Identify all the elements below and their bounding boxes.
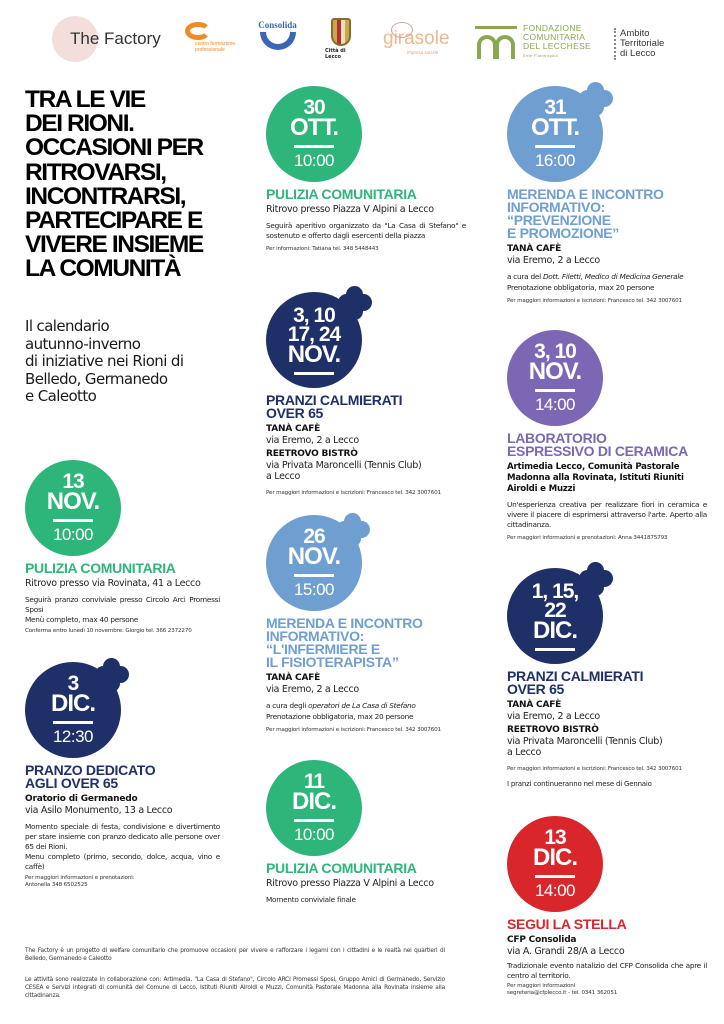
event-contact-info: Per maggiori informazioni e iscrizioni: Francesco tel. 342 3007601 [507, 297, 682, 304]
event-venue: REETROVO BISTRÒ [507, 724, 599, 735]
event-contact-info: Per maggiori informazioni e prenotazioni: Anna 3441875793 [507, 535, 668, 541]
girasole-loop-icon [391, 22, 413, 38]
event-contact-info: Per informazioni: Tatiana tel. 348 5448443 [266, 245, 379, 252]
subtitle-line: di iniziative nei Rioni di [25, 352, 184, 370]
badge-divider [53, 519, 93, 522]
lecco-logo-text: Città di Lecco [325, 48, 346, 60]
event-11-dic [266, 760, 466, 905]
flower-icon [95, 658, 129, 692]
badge-divider [53, 721, 93, 724]
event-contact-info: Per maggiori informazioni e iscrizioni: Francesco tel. 342 3007601 [507, 765, 682, 772]
event-title-line: PRANZI CALMIERATI [507, 668, 644, 684]
title-line: INCONTRARSI, [25, 182, 186, 210]
event-curator: Dott. Filetti, Medico di Medicina Generale [542, 271, 684, 281]
ambito-line: di Lecco [620, 48, 656, 59]
event-address: Ritrovo presso via Rovinata, 41 a Lecco [25, 578, 201, 589]
event-title-line: INFORMATIVO: [266, 628, 365, 644]
subtitle-line: e Caleotto [25, 387, 97, 405]
footer-partners: Le attività sono realizzate in collaborazione con: Artimedia, "La Casa di Stefano", Circolo ARCI Promessi Sposi, Gruppo Amici di Germanedo, Servizio CESEA e Servizi integrati di comunità del Comune di Lecco, Istituti Riuniti Airoldi e Muzzi, Comunità Pastorale Madonna alla Rovinata insieme alla cittadinanza. [25, 977, 445, 999]
event-title [507, 670, 712, 696]
fondazione-line: DEL LECCHESE [523, 41, 592, 51]
event-address: via A. Grandi 28/A a Lecco [507, 946, 625, 957]
ambito-logo [614, 24, 684, 64]
event-contact-email: segreteria@cfplecco.it - tel. 0341 362051 [507, 989, 618, 996]
event-address: via Asilo Monumento, 13 a Lecco [25, 805, 173, 816]
event-title-line: “L'INFERMIERE E [266, 641, 380, 657]
event-venue: Oratorio di Germanedo [25, 794, 138, 804]
event-contact-info: Per maggiori informazioni e iscrizioni: Francesco tel. 342 3007601 [266, 726, 441, 733]
event-title-line: PULIZIA COMUNITARIA [25, 560, 176, 576]
badge-time: 15:00 [293, 580, 335, 599]
cfp-mark-icon [185, 22, 211, 40]
event-title-line: MERENDA E INCONTRO [266, 615, 423, 631]
badge-divider [535, 145, 575, 148]
event-curator-prefix: a cura degli [266, 700, 309, 710]
event-description: Seguirà aperitivo organizzato da "La Casa di Stefano" e sostenuto e offerto dagli esercenti della piazza [266, 220, 466, 240]
girasole-logo [383, 20, 453, 62]
event-title-line: PRANZO DEDICATO [25, 762, 156, 778]
badge-month: OTT. [290, 114, 338, 141]
event-address: via Eremo, 2 a Lecco [507, 711, 600, 722]
consolida-arc-icon [260, 32, 296, 50]
event-address: via Eremo, 2 a Lecco [507, 255, 600, 266]
event-address: via Privata Maroncelli (Tennis Club) [507, 735, 663, 747]
date-badge [507, 86, 603, 182]
event-pranzi-nov [266, 292, 476, 497]
badge-time: 14:00 [534, 395, 576, 414]
event-3-dic [25, 662, 220, 889]
event-note: I pranzi continueranno nel mese di Gennaio [507, 779, 652, 788]
badge-day: 3, 10 [534, 340, 576, 363]
badge-month: NOV. [528, 358, 582, 385]
badge-time: 16:00 [534, 151, 576, 170]
event-venue: TANÀ CAFÈ [507, 700, 562, 710]
badge-day: 3 [67, 672, 79, 695]
page-title [25, 88, 240, 282]
badge-divider [294, 574, 334, 577]
event-venue: TANÀ CAFÈ [507, 244, 562, 254]
event-title [266, 617, 476, 669]
event-address: via Eremo, 2 a Lecco [266, 684, 359, 695]
date-badge [266, 515, 362, 611]
event-30-ott [266, 86, 466, 253]
badge-time: 10:00 [52, 525, 94, 544]
event-title-line: SEGUI LA STELLA [507, 916, 627, 932]
event-description: Momento speciale di festa, condivisione e divertimento per stare insieme con pranzo dedicato alle persone over 65 dei Rioni. [25, 821, 220, 851]
event-title-line: “PREVENZIONE [507, 212, 611, 228]
event-address: via Privata Maroncelli (Tennis Club) [266, 459, 422, 471]
fondazione-line: COMUNITARIA [523, 32, 586, 42]
title-line: RITROVARSI, [25, 158, 166, 186]
event-venue: Artimedia Lecco, Comunità Pastorale Madonna alla Rovinata, Istituti Riuniti Airoldi e Muzzi [507, 462, 684, 494]
event-address: via Eremo, 2 a Lecco [266, 435, 359, 446]
badge-day: 30 [303, 96, 325, 119]
event-title-line: E PROMOZIONE” [507, 225, 619, 241]
event-title [266, 394, 476, 420]
event-venue: TANÀ CAFÈ [266, 673, 321, 683]
subtitle-line: autunno-inverno [25, 334, 141, 353]
flower-icon [579, 82, 613, 116]
event-contact-phone: Antonella 348 6502525 [25, 881, 88, 888]
fondazione-logo [475, 22, 605, 62]
subtitle [25, 318, 250, 406]
badge-day: 3, 10 17, 24 [287, 303, 341, 346]
title-line: VIVERE INSIEME [25, 231, 203, 259]
date-badge [507, 330, 603, 426]
date-badge [25, 460, 121, 556]
cfp-logo [183, 20, 238, 60]
event-description: Seguirà pranzo conviviale presso Circolo Arci Promessi Sposi [25, 594, 220, 614]
event-13-nov [25, 460, 220, 635]
event-menu: Menu completo (primo, secondo, dolce, acqua, vino e caffè) [25, 851, 220, 871]
badge-divider [294, 819, 334, 822]
ambito-line: Ambito [620, 28, 650, 39]
event-contact-info: Conferma entro lunedì 10 novembre: Giorgio tel. 366 2372270 [25, 627, 192, 634]
factory-logo-text: The Factory [70, 29, 161, 48]
citta-di-lecco-logo [325, 18, 357, 62]
badge-divider [294, 145, 334, 148]
coat-of-arms-icon [331, 18, 351, 46]
event-26-nov [266, 515, 476, 734]
girasole-logo-sub: impresa sociale [407, 50, 439, 55]
date-badge [25, 662, 121, 758]
event-venue: CFP Consolida [507, 935, 577, 945]
event-title [266, 862, 466, 875]
event-13-dic [507, 816, 707, 997]
event-venue: TANÀ CAFÈ [266, 424, 321, 434]
event-title-line: OVER 65 [507, 681, 565, 697]
badge-month: NOV. [287, 543, 341, 570]
girasole-logo-text: girasole [383, 28, 450, 49]
badge-time: 12:30 [52, 727, 94, 746]
event-title [507, 188, 707, 240]
event-title-line: PRANZI CALMIERATI [266, 392, 403, 408]
consolida-logo [255, 20, 300, 60]
event-description: Momento conviviale finale [266, 894, 356, 904]
event-description: Tradizionale evento natalizio del CFP Consolida che apre il centro al territorio. [507, 960, 707, 980]
event-laboratorio-ceramica [507, 330, 707, 542]
event-address-city: a Lecco [266, 471, 300, 482]
ambito-line: Territoriale [620, 38, 665, 49]
badge-time: 14:00 [534, 881, 576, 900]
badge-month: DIC. [533, 616, 577, 644]
badge-month: NOV. [287, 340, 341, 368]
date-badge [507, 568, 603, 664]
badge-divider [535, 389, 575, 392]
footer-project-description: The Factory è un progetto di welfare comunitario che promuove occasioni per vivere e rafforzare i legami con i cittadini e le realtà nei quartieri di Belledo, Germanedo e Caleotto [25, 948, 445, 962]
event-title-line: MERENDA E INCONTRO [507, 186, 664, 202]
event-31-ott [507, 86, 707, 305]
event-title-line: PULIZIA COMUNITARIA [266, 860, 417, 876]
event-menu: Menù completo, max 40 persone [25, 614, 139, 624]
badge-day: 26 [303, 525, 325, 548]
event-title [507, 918, 707, 931]
event-title [266, 188, 466, 201]
badge-divider [535, 875, 575, 878]
event-description: Un'esperienza creativa per realizzare fiori in ceramica e vivere il piacere di esprimersi attraverso l'arte. Aperto alla cittadinanza. [507, 500, 707, 529]
badge-month: DIC. [51, 690, 95, 717]
event-title [507, 432, 707, 458]
event-title-line: PULIZIA COMUNITARIA [266, 186, 417, 202]
subtitle-line: Il calendario [25, 317, 110, 335]
event-title-line: AGLI OVER 65 [25, 775, 118, 791]
event-title-line: LABORATORIO [507, 430, 607, 446]
badge-month: NOV. [46, 488, 100, 515]
event-contact-info: Per maggiori informazioni [507, 982, 576, 989]
title-line: LA COMUNITÀ [25, 255, 181, 283]
fondazione-sub: Ente Filantropico [523, 53, 559, 58]
event-curator-prefix: a cura del [507, 271, 543, 281]
consolida-logo-text: Consolida [258, 20, 297, 30]
date-badge [507, 816, 603, 912]
badge-day: 11 [303, 770, 325, 793]
ambito-bar-icon [614, 28, 616, 60]
event-pranzi-dic [507, 568, 712, 789]
date-badge [266, 86, 362, 182]
fondazione-logo-text [523, 24, 591, 60]
flower-icon [336, 513, 370, 547]
badge-day: 31 [544, 96, 566, 119]
badge-month: DIC. [533, 844, 577, 871]
event-booking: Prenotazione obbligatoria, max 20 persone [507, 282, 655, 292]
badge-time: 10:00 [293, 151, 335, 170]
badge-divider [294, 372, 334, 375]
event-contact-info: Per maggiori informazioni e prenotazioni: [25, 874, 135, 881]
fondazione-mark-icon [475, 26, 517, 58]
event-address-city: a Lecco [507, 747, 541, 758]
title-line: PARTECIPARE E [25, 207, 202, 235]
badge-day: 1, 15, 22 [531, 579, 579, 622]
event-address: Ritrovo presso Piazza V Alpini a Lecco [266, 204, 434, 215]
event-venue: REETROVO BISTRÒ [266, 448, 358, 459]
date-badge [266, 292, 362, 388]
badge-divider [535, 648, 575, 651]
event-title [25, 562, 220, 575]
flower-icon [579, 562, 613, 596]
badge-month: DIC. [292, 788, 336, 815]
subtitle-line: Belledo, Germanedo [25, 369, 168, 388]
cfp-logo-text: centro formazione professionale [195, 41, 236, 53]
event-curator: operatori de La Casa di Stefano [308, 700, 416, 710]
badge-month: OTT. [531, 114, 579, 141]
ambito-logo-text [620, 29, 664, 59]
event-title-line: OVER 65 [266, 405, 324, 421]
event-booking: Prenotazione obbligatoria, max 20 persone [266, 711, 414, 721]
event-contact-info: Per maggiori informazioni e iscrizioni: Francesco tel. 342 3007601 [266, 489, 441, 496]
fondazione-line: FONDAZIONE [523, 23, 582, 33]
badge-day: 13 [62, 470, 84, 493]
the-factory-logo [50, 14, 165, 64]
title-line: DEI RIONI. [25, 110, 134, 138]
event-address: Ritrovo presso Piazza V Alpini a Lecco [266, 878, 434, 889]
badge-time: 10:00 [293, 825, 335, 844]
event-title-line: INFORMATIVO: [507, 199, 606, 215]
event-title-line: ESPRESSIVO DI CERAMICA [507, 443, 688, 459]
event-title-line: IL FISIOTERAPISTA” [266, 654, 399, 670]
flower-icon [338, 286, 372, 320]
event-title [25, 764, 220, 790]
title-line: OCCASIONI PER [25, 134, 203, 162]
title-line: TRA LE VIE [25, 86, 145, 113]
badge-day: 13 [544, 826, 566, 849]
date-badge [266, 760, 362, 856]
